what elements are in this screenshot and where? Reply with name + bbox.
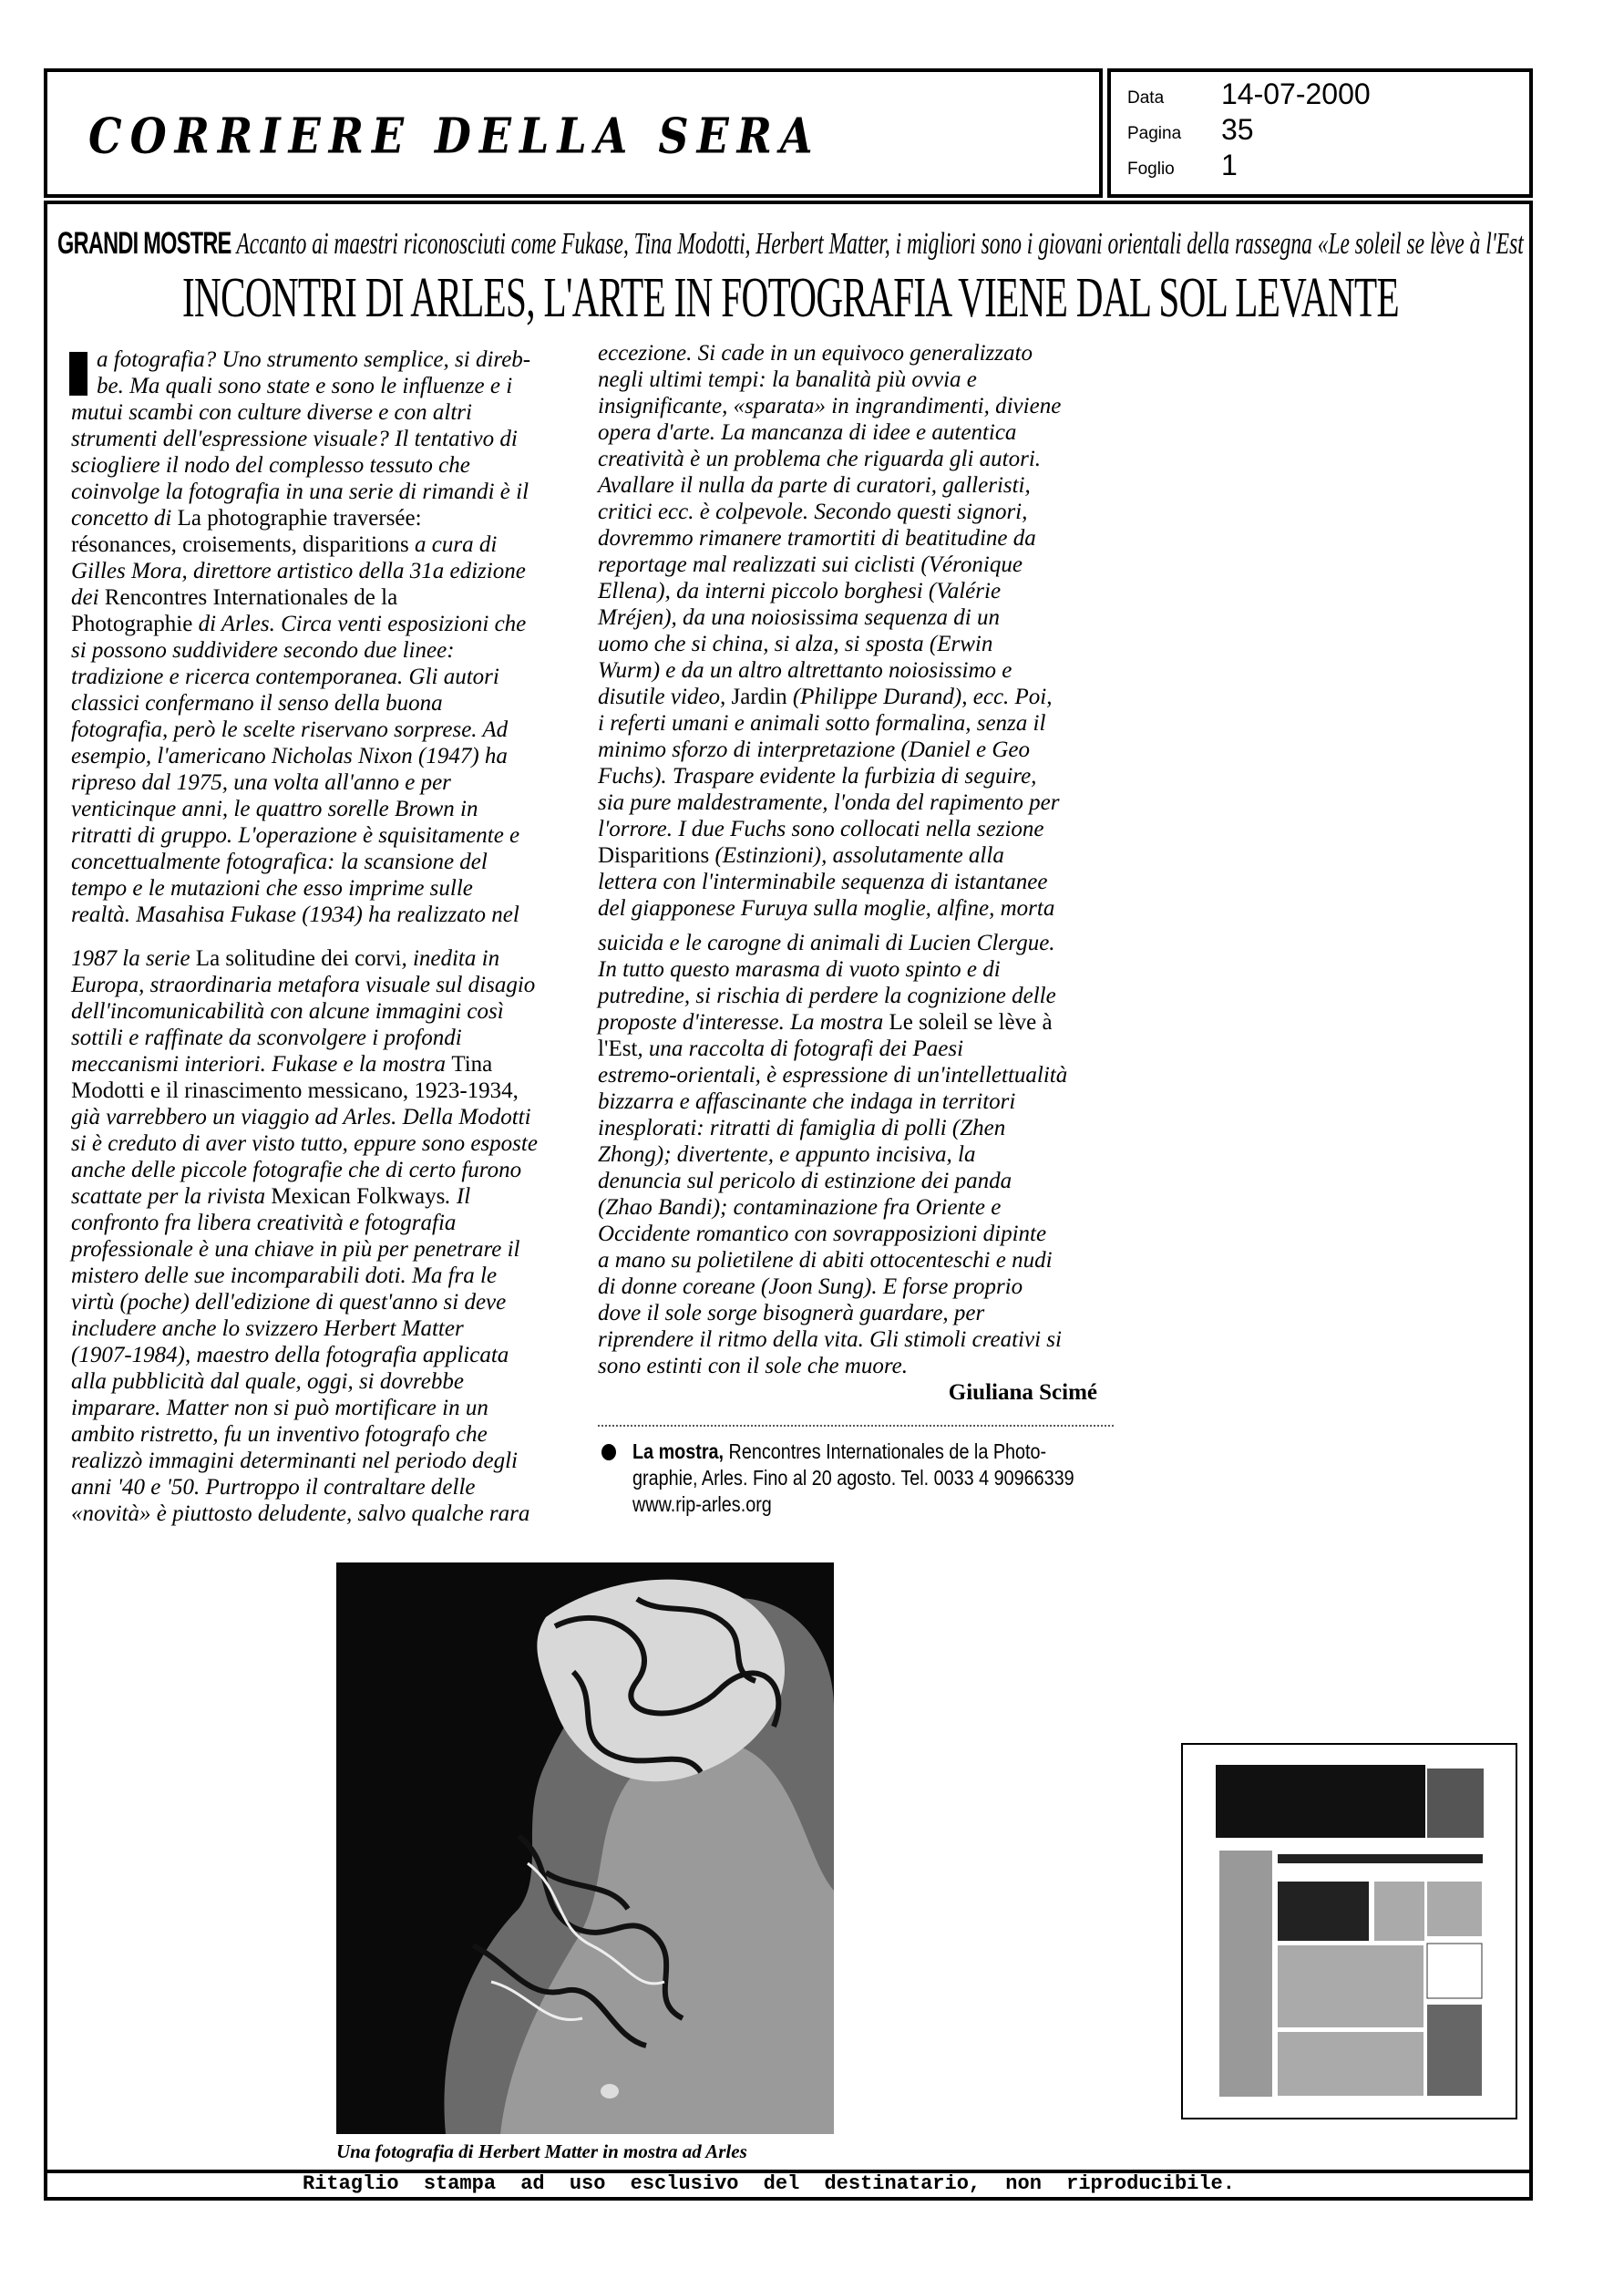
- article-line: [71, 690, 570, 717]
- article-line: [598, 1274, 1097, 1300]
- article-text: Mréjen), da una noiosissima sequenza di un: [598, 605, 1000, 630]
- article-text: strumenti dell'espressione visuale? Il tentativo di: [71, 427, 518, 451]
- article-text: La photographie traversée:: [177, 506, 422, 531]
- article-line: [71, 1368, 570, 1395]
- drop-cap-L: [69, 352, 87, 396]
- article-text: sciogliere il nodo del complesso tessuto che: [71, 453, 470, 478]
- article-text: sono estinti con il sole che muore.: [598, 1354, 908, 1378]
- divider: [598, 1425, 1114, 1427]
- article-text: virtù (poche) dell'edizione di quest'anno si deve: [71, 1290, 507, 1315]
- article-text: imparare. Matter non si può mortificare in un: [71, 1396, 488, 1420]
- info-value: 1: [1221, 149, 1238, 181]
- article-line: [598, 366, 1097, 393]
- article-line: [598, 393, 1097, 419]
- article-line: [71, 1051, 570, 1078]
- article-line: [71, 479, 570, 505]
- article-text: proposte d'interesse. La mostra: [598, 1010, 889, 1035]
- article-line: [71, 1395, 570, 1421]
- article-line: [598, 1141, 1097, 1168]
- article-text: reportage mal realizzati sui ciclisti (Véronique: [598, 552, 1023, 577]
- article-line: [71, 1448, 570, 1474]
- article-line: [71, 1289, 570, 1315]
- byline-wrap: [598, 1379, 1097, 1406]
- article-text: a fotografia? Uno strumento semplice, si direb-: [97, 347, 531, 372]
- article-text: Fuchs). Traspare evidente la furbizia di seguire,: [598, 764, 1037, 789]
- article-text: Le soleil se lève à: [889, 1010, 1053, 1035]
- article-text: realizzò immagini determinanti nel periodo degli: [71, 1449, 519, 1473]
- article-line: [71, 558, 570, 584]
- article-text: Rencontres Internationales de la: [104, 585, 398, 610]
- info-line2: graphie, Arles. Fino al 20 agosto. Tel. 0033 4 90966339: [632, 1466, 1074, 1490]
- article-text: includere anche lo svizzero Herbert Matter: [71, 1316, 464, 1341]
- article-text: sottili e raffinate da sconvolgere i profondi: [71, 1026, 462, 1050]
- article-line: [71, 1236, 570, 1263]
- info-value: 35: [1221, 113, 1254, 146]
- article-line: [71, 611, 570, 637]
- article-text: si possono suddividere secondo due linee:: [71, 638, 455, 663]
- article-text: Europa, straordinaria metafora visuale sul disagio: [71, 973, 536, 997]
- article-line: [71, 1210, 570, 1236]
- article-line: [71, 1078, 570, 1104]
- article-line: [598, 1036, 1097, 1062]
- article-text: fotografia, però le scelte riservano sorprese. Ad: [71, 717, 509, 742]
- article-text: (Philippe Durand), ecc. Poi,: [786, 685, 1053, 709]
- article-text: , una raccolta di fotografi dei Paesi: [637, 1036, 964, 1061]
- headline: INCONTRI DI ARLES, L'ARTE IN FOTOGRAFIA VIENE DAL SOL LEVANTE: [182, 267, 1399, 329]
- article-text: critici ecc. è colpevole. Secondo questi signori,: [598, 500, 1028, 524]
- article-line: [598, 789, 1097, 816]
- article-text: mistero delle sue incomparabili doti. Ma fra le: [71, 1263, 498, 1288]
- article-text: dove il sole sorge bisognerà guardare, per: [598, 1301, 985, 1325]
- reproduction-notice: Ritaglio stampa ad uso esclusivo del destinatario, non riproducibile.: [303, 2172, 1235, 2195]
- article-text: esempio, l'americano Nicholas Nixon (1947) ha: [71, 744, 508, 768]
- info-label: Foglio: [1127, 160, 1175, 179]
- article-line: [598, 446, 1097, 472]
- article-line: [71, 1130, 570, 1157]
- article-text: professionale è una chiave in più per penetrare il: [71, 1237, 520, 1262]
- article-text: dell'incomunicabilità con alcune immagini così: [71, 999, 504, 1024]
- article-line: [598, 1326, 1097, 1353]
- article-line: [71, 1183, 570, 1210]
- article-text: bizzarra e affascinante che indaga in territori: [598, 1089, 1016, 1114]
- article-line: [71, 346, 570, 373]
- article-line: [71, 945, 570, 972]
- article-text: disutile video,: [598, 685, 732, 709]
- article-text: dei: [71, 585, 105, 610]
- article-text: creatività è un problema che riguarda gli autori.: [598, 447, 1042, 471]
- article-photo: [336, 1562, 834, 2134]
- article-text: insignificante, «sparata» in ingrandimenti, diviene: [598, 394, 1062, 418]
- article-text: alla pubblicità dal quale, oggi, si dovrebbe: [71, 1369, 464, 1394]
- page-thumbnail: [1181, 1743, 1517, 2119]
- article-text: a mano su polietilene di abiti ottocenteschi e nudi: [598, 1248, 1053, 1273]
- article-line: [71, 875, 570, 902]
- article-text: riprendere il ritmo della vita. Gli stimoli creativi si: [598, 1327, 1062, 1352]
- kicker: [57, 226, 1524, 262]
- article-text: Tina: [451, 1052, 493, 1077]
- article-text: (Zhao Bandi); contaminazione fra Oriente e: [598, 1195, 1002, 1220]
- article-text: ambito ristretto, fu un inventivo fotografo che: [71, 1422, 488, 1447]
- article-text: uomo che si china, si alza, si sposta (Erwin: [598, 632, 993, 656]
- article-line: [598, 631, 1097, 657]
- article-line: [598, 684, 1097, 710]
- article-text: coinvolge la fotografia in una serie di rimandi è il: [71, 480, 529, 504]
- article-line: [71, 664, 570, 690]
- article-text: . Il: [445, 1184, 471, 1209]
- article-line: [71, 1421, 570, 1448]
- info-label: Pagina: [1127, 124, 1182, 143]
- thumbnail-page-layout: [1183, 1745, 1516, 2118]
- article-text: Occidente romantico con sovrapposizioni dipinte: [598, 1222, 1047, 1246]
- article-line: [71, 743, 570, 769]
- article-line: [71, 426, 570, 452]
- article-text: già varrebbero un viaggio ad Arles. Della Modotti: [71, 1105, 531, 1129]
- article-text: denuncia sul pericolo di estinzione dei panda: [598, 1169, 1012, 1193]
- kicker-section: GRANDI MOSTRE: [57, 226, 231, 261]
- article-line: [598, 604, 1097, 631]
- article-line: [71, 902, 570, 928]
- kicker-text: Accanto ai maestri riconosciuti come Fukase, Tina Modotti, Herbert Matter, i migliori sono i giovani orientali della rassegna «Le soleil se lève à l'Est: [236, 227, 1524, 261]
- article-text: La solitudine dei corvi: [195, 946, 402, 971]
- article-text: Disparitions: [598, 843, 710, 868]
- article-text: anni '40 e '50. Purtroppo il contraltare delle: [71, 1475, 476, 1500]
- article-line: [598, 578, 1097, 604]
- article-text: «novità» è piuttosto deludente, salvo qualche rara: [71, 1501, 530, 1526]
- article-line: [598, 657, 1097, 684]
- article-text: Modotti e il rinascimento messicano, 1923-1934,: [71, 1078, 519, 1103]
- info-text: Rencontres Internationales de la Photo-: [724, 1439, 1047, 1463]
- article-text: si è creduto di aver visto tutto, eppure sono esposte: [71, 1131, 538, 1156]
- article-line: [71, 998, 570, 1025]
- article-line: [71, 796, 570, 822]
- article-text: realtà. Masahisa Fukase (1934) ha realizzato nel: [71, 902, 519, 927]
- article-text: l'Est: [598, 1036, 638, 1061]
- article-text: tradizione e ricerca contemporanea. Gli autori: [71, 665, 499, 689]
- article-text: 1987 la serie: [71, 946, 196, 971]
- article-text: Gilles Mora, direttore artistico della 31a edizione: [71, 559, 526, 583]
- article-line: [598, 956, 1097, 983]
- info-url: www.rip-arles.org: [632, 1492, 772, 1516]
- article-text: tempo e le mutazioni che esso imprime sulle: [71, 876, 473, 901]
- bullet-icon: [601, 1444, 616, 1460]
- article-text: Zhong); divertente, e appunto incisiva, la: [598, 1142, 976, 1167]
- article-text: suicida e le carogne di animali di Lucien Clergue.: [598, 931, 1055, 955]
- exhibition-info: [601, 1439, 1130, 1518]
- article-line: [71, 1263, 570, 1289]
- article-column-1b: [71, 945, 570, 1527]
- article-line: [71, 399, 570, 426]
- article-text: i referti umani e animali sotto formalina, senza il: [598, 711, 1046, 736]
- article-line: [598, 983, 1097, 1009]
- article-text: negli ultimi tempi: la banalità più ovvia e: [598, 367, 977, 392]
- article-text: anche delle piccole fotografie che di certo furono: [71, 1158, 522, 1182]
- article-line: [598, 552, 1097, 578]
- article-text: minimo sforzo di interpretazione (Daniel e Geo: [598, 737, 1031, 762]
- article-line: [71, 531, 570, 558]
- article-line: [598, 472, 1097, 499]
- article-text: venticinque anni, le quattro sorelle Brown in: [71, 797, 478, 821]
- article-text: concettualmente fotografica: la scansione del: [71, 850, 488, 874]
- article-line: [71, 1315, 570, 1342]
- article-line: [71, 505, 570, 531]
- article-text: estremo-orientali, è espressione di un'intellettualità: [598, 1063, 1068, 1088]
- article-text: confronto fra libera creatività e fotografia: [71, 1211, 457, 1235]
- article-text: ritratti di gruppo. L'operazione è squisitamente e: [71, 823, 520, 848]
- article-text: Jardin: [731, 685, 787, 709]
- article-text: dovremmo rimanere tramortiti di beatitudine da: [598, 526, 1036, 551]
- article-text: inesplorati: ritratti di famiglia di polli (Zhen: [598, 1116, 1006, 1140]
- article-line: [71, 584, 570, 611]
- info-value: 14-07-2000: [1221, 77, 1371, 110]
- article-line: [598, 930, 1097, 956]
- article-text: Avallare il nulla da parte di curatori, galleristi,: [598, 473, 1031, 498]
- article-line: [598, 419, 1097, 446]
- article-text: (Estinzioni), assolutamente alla: [709, 843, 1004, 868]
- article-column-2b: [598, 930, 1097, 1379]
- article-text: be. Ma quali sono state e sono le influenze e i: [97, 374, 513, 398]
- article-line: [71, 1157, 570, 1183]
- article-text: In tutto questo marasma di vuoto spinto e di: [598, 957, 1001, 982]
- article-line: [598, 1300, 1097, 1326]
- article-line: [598, 710, 1097, 737]
- article-line: [598, 737, 1097, 763]
- article-line: [598, 1353, 1097, 1379]
- article-line: [598, 1168, 1097, 1194]
- article-text: (1907-1984), maestro della fotografia applicata: [71, 1343, 509, 1367]
- article-text: di donne coreane (Joon Sung). E forse proprio: [598, 1274, 1023, 1299]
- article-line: [598, 1194, 1097, 1221]
- article-line: [71, 1474, 570, 1500]
- article-column-2a: [598, 340, 1097, 922]
- article-line: [598, 816, 1097, 842]
- article-line: [598, 763, 1097, 789]
- article-line: [71, 822, 570, 849]
- article-text: classici confermano il senso della buona: [71, 691, 443, 716]
- article-line: [71, 373, 570, 399]
- article-line: [598, 869, 1097, 895]
- article-line: [598, 1088, 1097, 1115]
- photo-caption: Una fotografia di Herbert Matter in mostra ad Arles: [336, 2140, 747, 2162]
- article-text: putredine, si rischia di perdere la cognizione delle: [598, 984, 1056, 1008]
- article-text: Ellena), da interni piccolo borghesi (Valérie: [598, 579, 1002, 603]
- article-text: résonances, croisements, disparitions: [71, 532, 409, 557]
- article-line: [598, 1221, 1097, 1247]
- byline: Giuliana Scimé: [948, 1380, 1097, 1405]
- article-text: Wurm) e da un altro altrettanto noiosissimo e: [598, 658, 1012, 683]
- article-line: [71, 452, 570, 479]
- article-text: meccanismi interiori. Fukase e la mostra: [71, 1052, 452, 1077]
- article-text: Photographie: [71, 612, 193, 636]
- info-lead: La mostra,: [632, 1439, 725, 1463]
- article-line: [598, 1115, 1097, 1141]
- article-text: , inedita in: [401, 946, 500, 971]
- article-text: a cura di: [408, 532, 498, 557]
- article-line: [71, 769, 570, 796]
- article-line: [71, 972, 570, 998]
- article-text: eccezione. Si cade in un equivoco generalizzato: [598, 341, 1033, 366]
- info-label: Data: [1127, 88, 1165, 108]
- article-text: lettera con l'interminabile sequenza di istantanee: [598, 870, 1048, 894]
- article-line: [598, 525, 1097, 552]
- article-line: [71, 1104, 570, 1130]
- article-text: del giapponese Furuya sulla moglie, alfine, morta: [598, 896, 1055, 921]
- article-text: scattate per la rivista: [71, 1184, 272, 1209]
- article-text: ripreso dal 1975, una volta all'anno e per: [71, 770, 451, 795]
- article-line: [71, 637, 570, 664]
- article-line: [598, 499, 1097, 525]
- article-line: [598, 1009, 1097, 1036]
- article-column-1a: [71, 346, 570, 928]
- article-line: [598, 1062, 1097, 1088]
- article-line: [71, 1500, 570, 1527]
- article-text: concetto di: [71, 506, 178, 531]
- article-line: [598, 340, 1097, 366]
- article-line: [598, 842, 1097, 869]
- photo-artwork: [336, 1562, 834, 2134]
- article-text: l'orrore. I due Fuchs sono collocati nella sezione: [598, 817, 1044, 841]
- article-line: [71, 849, 570, 875]
- article-line: [71, 1025, 570, 1051]
- article-line: [71, 1342, 570, 1368]
- article-line: [598, 895, 1097, 922]
- newspaper-masthead: CORRIERE DELLA SERA: [88, 108, 821, 165]
- article-line: [71, 717, 570, 743]
- article-text: di Arles. Circa venti esposizioni che: [192, 612, 527, 636]
- article-text: mutui scambi con culture diverse e con altri: [71, 400, 472, 425]
- article-text: sia pure maldestramente, l'onda del rapimento per: [598, 790, 1060, 815]
- article-text: opera d'arte. La mancanza di idee e autentica: [598, 420, 1017, 445]
- article-text: Mexican Folkways: [271, 1184, 446, 1209]
- article-line: [598, 1247, 1097, 1274]
